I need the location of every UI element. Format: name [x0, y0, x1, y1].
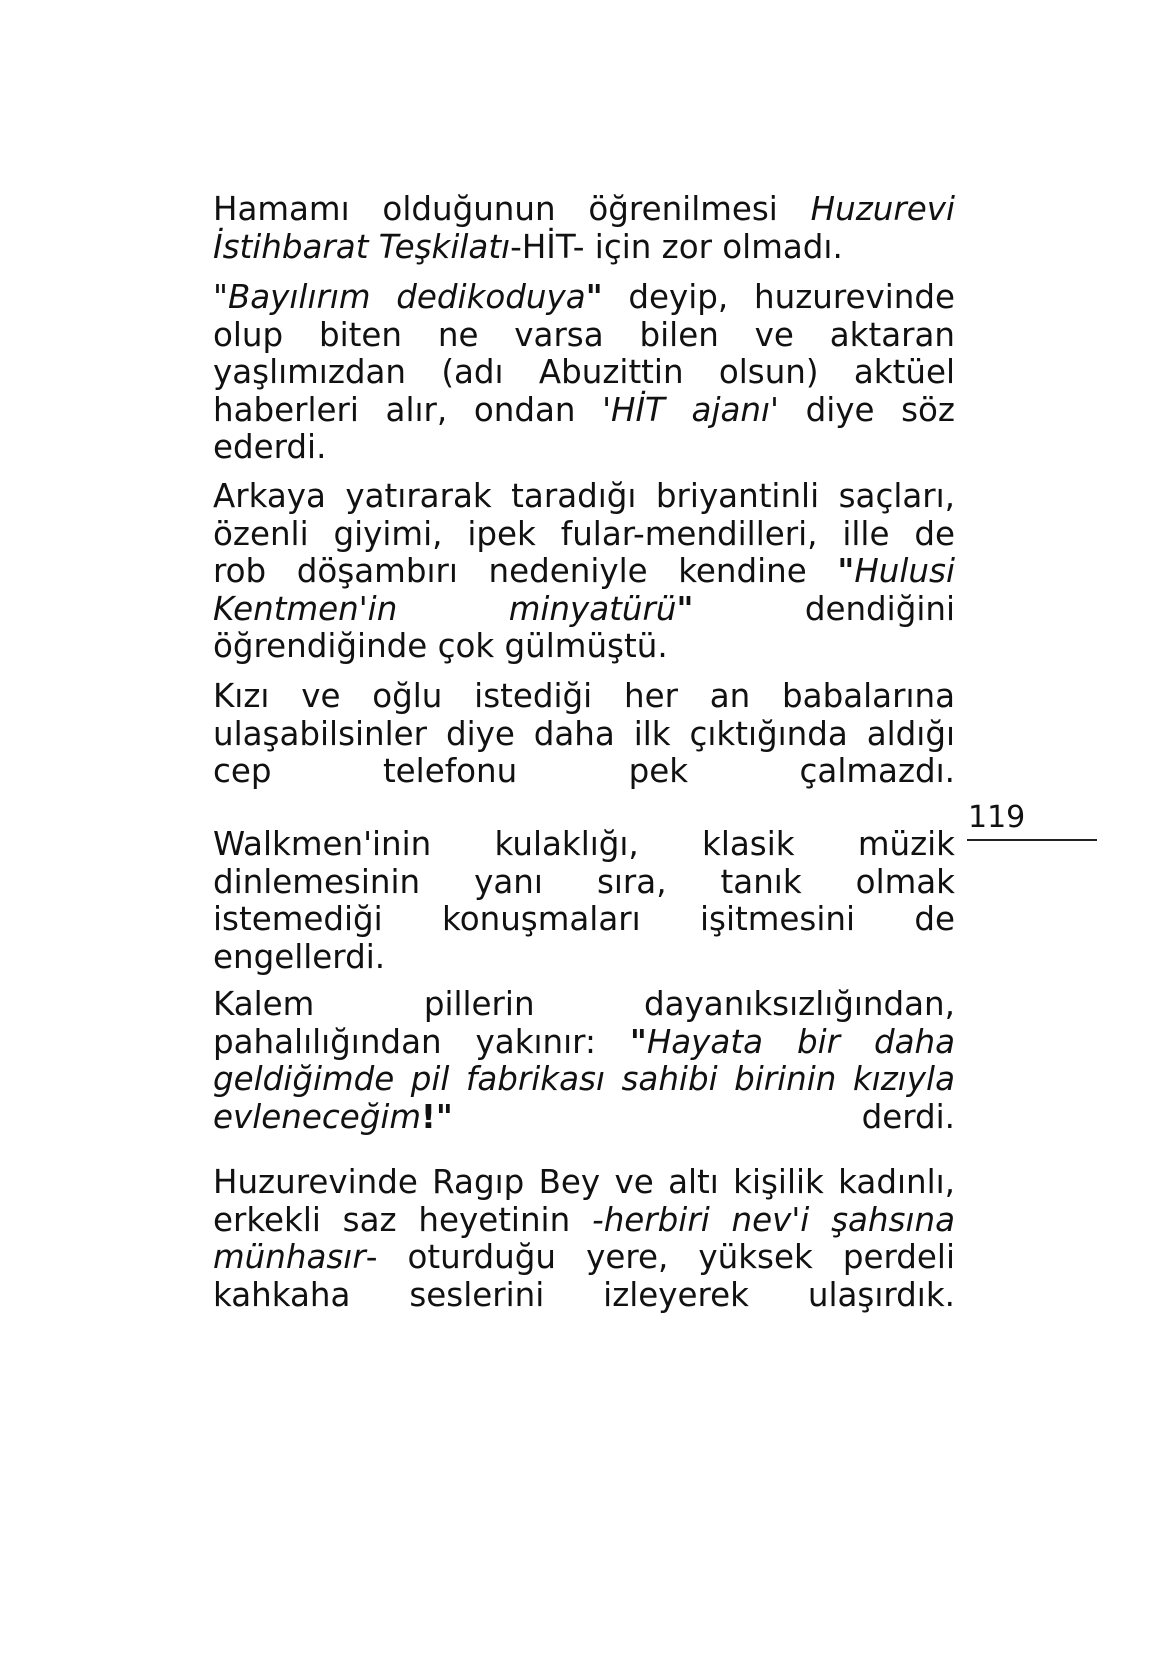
- text-line: [213, 190, 955, 229]
- text-line: [213, 825, 955, 864]
- text-line: [213, 677, 955, 716]
- text-line: [213, 1098, 955, 1137]
- bold-text: ": [629, 1022, 647, 1061]
- text-run: ": [213, 278, 228, 316]
- text-run: ' diye söz: [770, 390, 955, 429]
- text-run: cep telefonu pek çalmazdı.: [213, 752, 955, 790]
- text-run: özenli giyimi, ipek fular-mendilleri, ille de: [213, 514, 955, 553]
- text-line: [213, 752, 955, 791]
- text-run: derdi.: [452, 1097, 955, 1136]
- text-run: Huzurevinde Ragıp Bey ve altı kişilik kadınlı,: [213, 1163, 955, 1201]
- page-number: 119: [968, 800, 1026, 835]
- text-line: [213, 1060, 955, 1099]
- text-line: [213, 428, 955, 467]
- text-run: deyip, huzurevinde: [602, 278, 955, 316]
- text-run: olup biten ne varsa bilen ve aktaran: [213, 315, 955, 354]
- page-number-rule: [967, 839, 1097, 841]
- text-line: [213, 863, 955, 902]
- italic-text: Kentmen'in minyatürü: [213, 589, 677, 628]
- text-run: - oturduğu yere, yüksek perdeli: [365, 1238, 955, 1276]
- text-line: [213, 278, 955, 317]
- bold-text: ": [585, 278, 603, 316]
- text-run: Walkmen'inin kulaklığı, klasik müzik: [213, 825, 955, 863]
- text-run: Arkaya yatırarak taradığı briyantinli saçları,: [213, 477, 955, 515]
- text-line: [213, 1238, 955, 1277]
- text-run: Kızı ve oğlu istediği her an babalarına: [213, 677, 955, 715]
- italic-text: evleneceğim: [213, 1097, 422, 1136]
- text-run: yaşlımızdan (adı Abuzittin olsun) aktüel: [213, 353, 955, 391]
- italic-text: -herbiri nev'i şahsına: [591, 1200, 955, 1239]
- text-line: [213, 316, 955, 355]
- text-run: Kalem pillerin dayanıksızlığından,: [213, 985, 955, 1023]
- text-line: [213, 627, 955, 666]
- text-line: [213, 391, 955, 430]
- italic-text: geldiğimde pil fabrikası sahibi birinin kızıyla: [213, 1060, 955, 1098]
- italic-text: HİT ajanı: [611, 390, 771, 429]
- text-line: [213, 552, 955, 591]
- text-run: erkekli saz heyetinin: [213, 1200, 592, 1239]
- text-line: [213, 515, 955, 554]
- text-run: kahkaha seslerini izleyerek ulaşırdık.: [213, 1275, 955, 1314]
- italic-text: münhasır: [213, 1238, 366, 1276]
- text-line: [213, 715, 955, 754]
- italic-text: Bayılırım dedikoduya: [227, 278, 586, 316]
- text-run: haberleri alır, ondan ': [213, 390, 612, 429]
- text-line: [213, 1201, 955, 1240]
- bold-text: ": [837, 552, 855, 590]
- text-run: dendiğini: [693, 589, 955, 628]
- text-run: engellerdi.: [213, 937, 386, 976]
- text-run: ulaşabilsinler diye daha ilk çıktığında aldığı: [213, 714, 955, 753]
- text-run: ederdi.: [213, 428, 327, 466]
- text-run: öğrendiğinde çok gülmüştü.: [213, 627, 668, 665]
- text-run: dinlemesinin yanı sıra, tanık olmak: [213, 862, 955, 901]
- italic-text: Huzurevi: [810, 190, 955, 228]
- italic-text: Hulusi: [854, 552, 955, 590]
- text-line: [213, 938, 955, 977]
- text-line: [213, 900, 955, 939]
- text-line: [213, 228, 955, 267]
- text-line: [213, 1276, 955, 1315]
- text-run: rob döşambırı nedeniyle kendine: [213, 552, 838, 590]
- bold-text: ": [676, 589, 694, 628]
- text-line: [213, 1023, 955, 1062]
- text-line: [213, 1163, 955, 1202]
- text-line: [213, 477, 955, 516]
- text-run: pahalılığından yakınır:: [213, 1022, 630, 1061]
- text-run: istemediği konuşmaları işitmesini de: [213, 900, 955, 938]
- italic-text: Hayata bir daha: [646, 1022, 956, 1061]
- text-line: [213, 985, 955, 1024]
- text-run: Hamamı olduğunun öğrenilmesi: [213, 190, 811, 228]
- text-run: -HİT- için zor olmadı.: [510, 227, 843, 266]
- text-line: [213, 353, 955, 392]
- bold-text: !": [421, 1097, 453, 1136]
- italic-text: İstihbarat Teşkilatı: [213, 227, 511, 266]
- text-line: [213, 590, 955, 629]
